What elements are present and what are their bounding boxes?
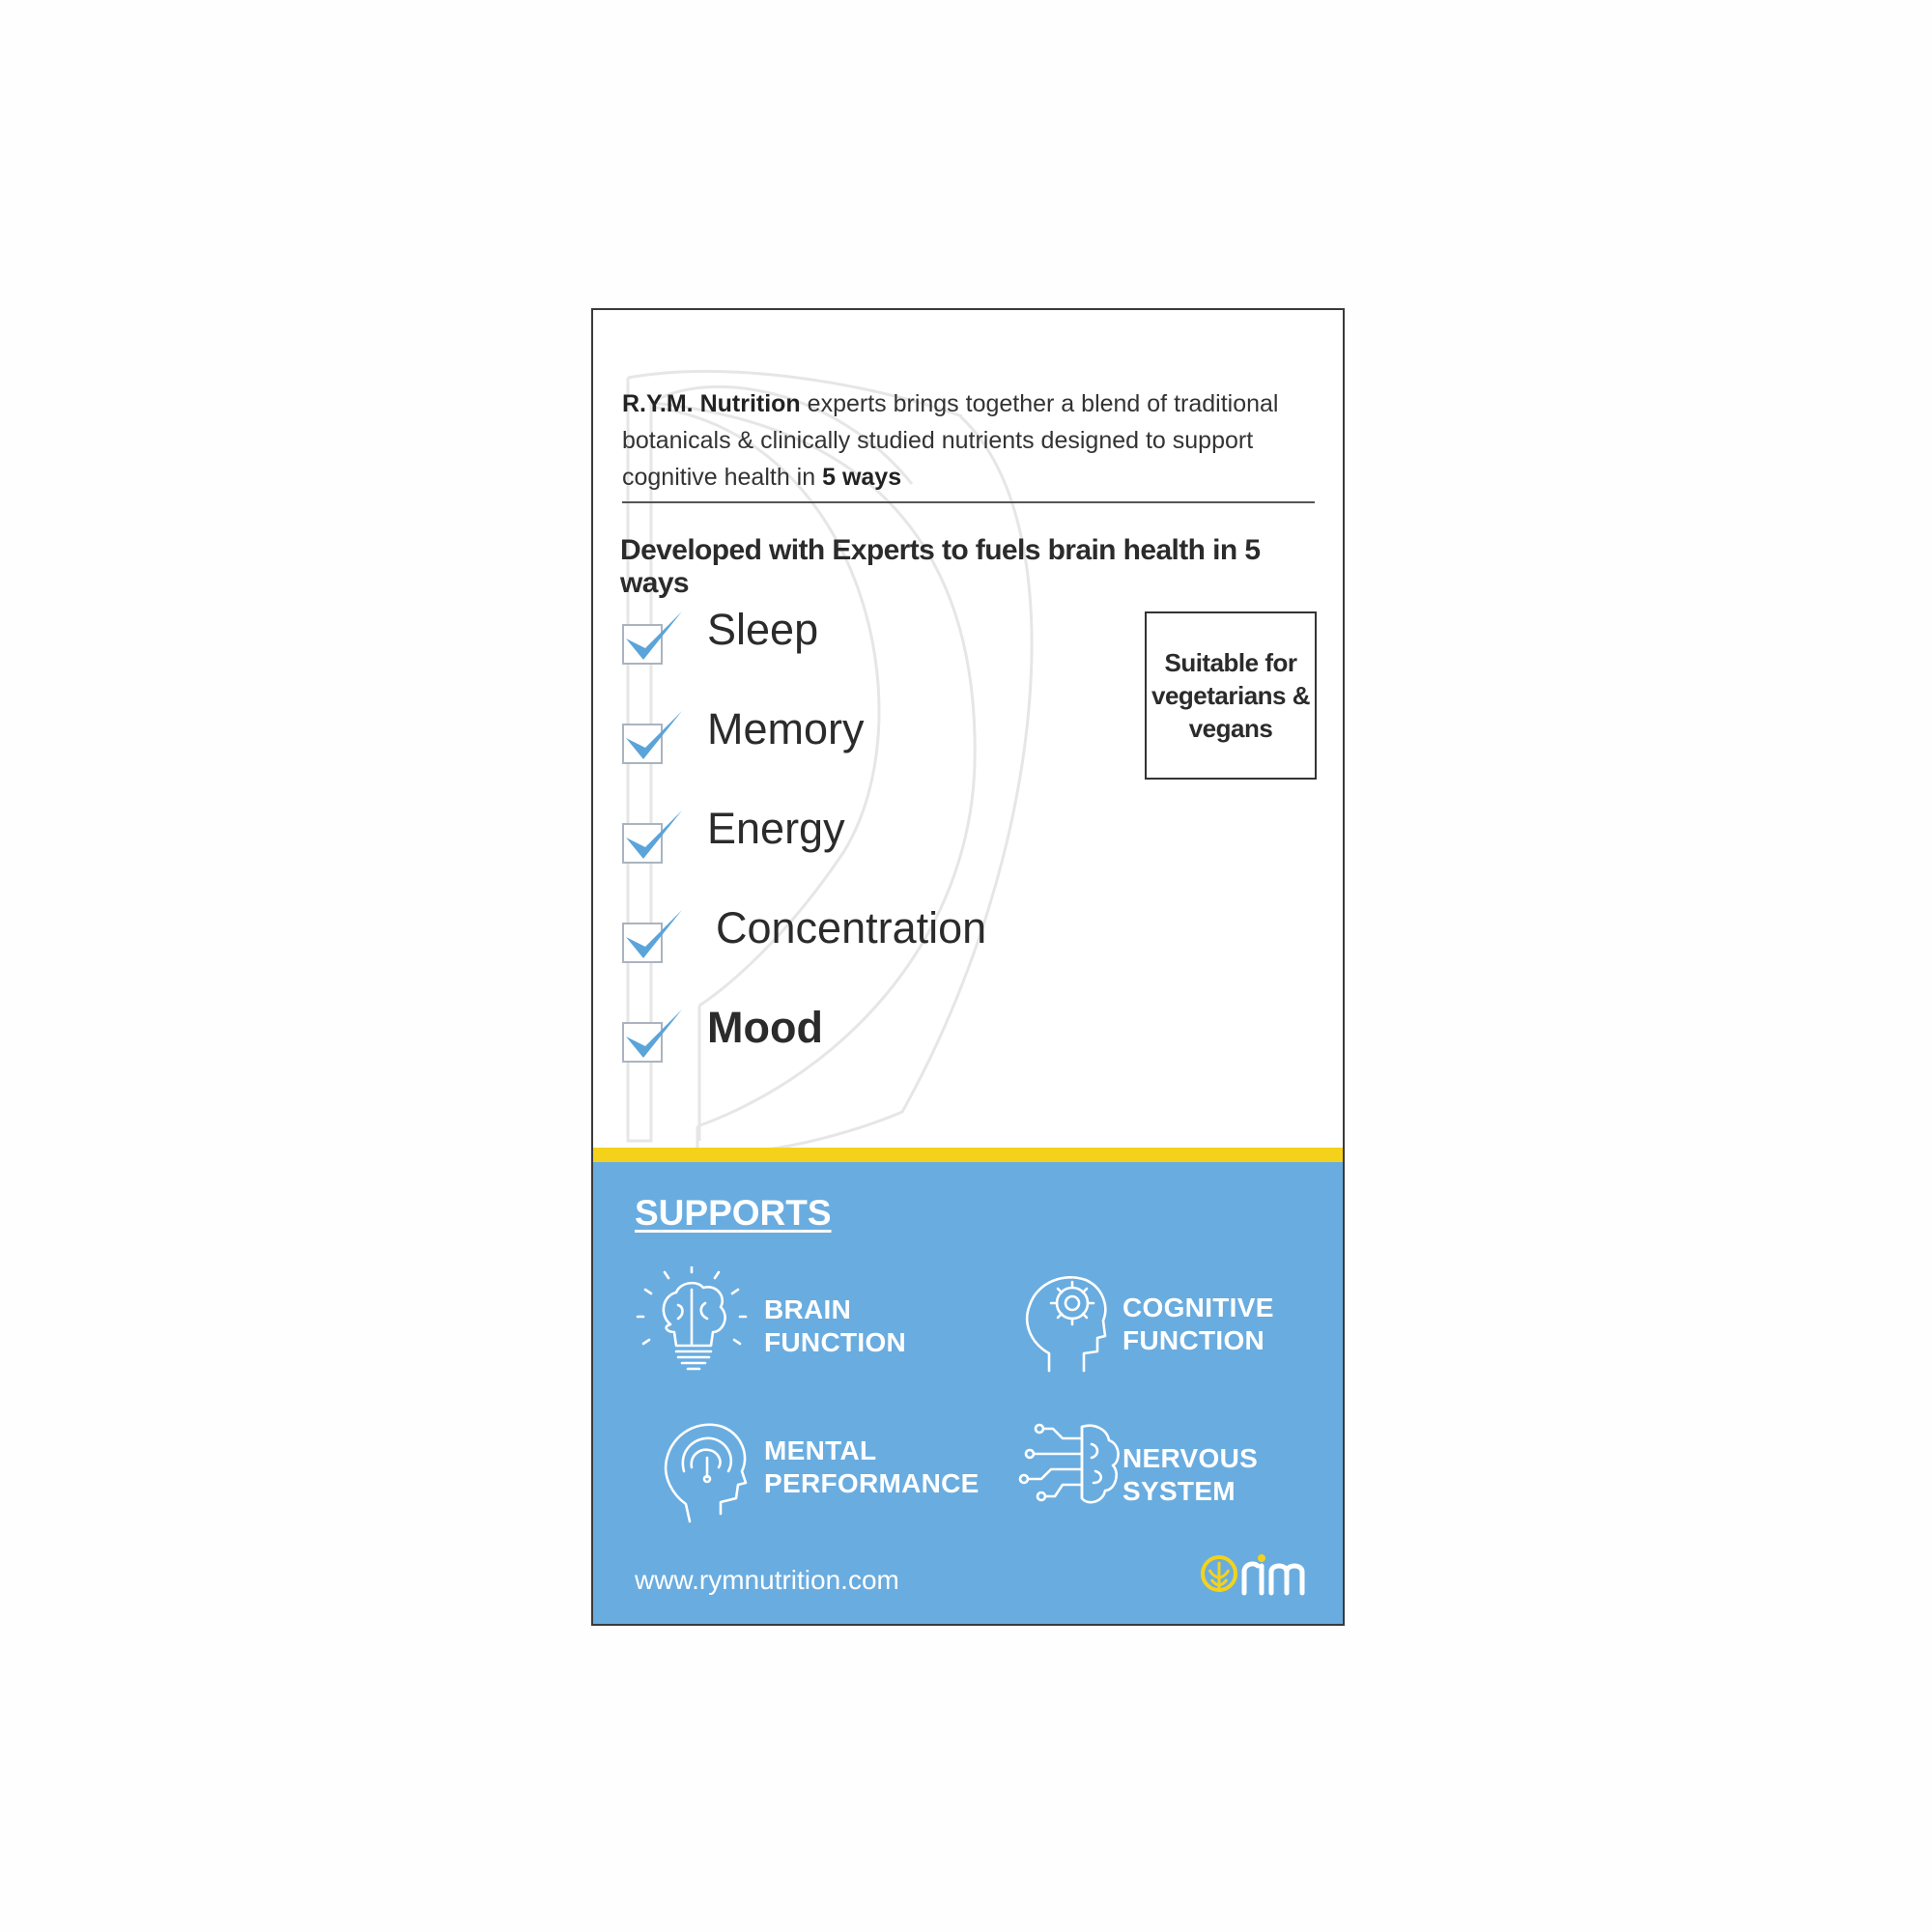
benefit-item-concentration bbox=[622, 898, 1057, 998]
vegan-badge: Suitable for vegetarians & vegans bbox=[1145, 611, 1317, 780]
intro-text: experts brings together a blend of traditional botanicals & clinically studied nutrients designed to support cognitive health in bbox=[622, 390, 1279, 491]
support-label-nervous-system: NERVOUS SYSTEM bbox=[1122, 1443, 1259, 1506]
headline: Developed with Experts to fuels brain health in 5 ways bbox=[620, 534, 1261, 599]
brand-name: R.Y.M. Nutrition bbox=[622, 390, 801, 417]
benefit-item-mood bbox=[622, 998, 1057, 1097]
benefit-label: Energy bbox=[707, 804, 845, 853]
product-info-card bbox=[591, 308, 1345, 1626]
lightbulb-brain-icon bbox=[630, 1266, 752, 1380]
support-label-cognitive-function: COGNITIVE FUNCTION bbox=[1122, 1293, 1274, 1355]
checkbox-checked-icon bbox=[622, 809, 684, 867]
benefit-list bbox=[622, 600, 1057, 1097]
head-gauge-icon bbox=[657, 1415, 750, 1523]
head-gear-icon bbox=[1018, 1266, 1111, 1373]
benefit-item-memory bbox=[622, 699, 1057, 799]
benefit-label: Concentration bbox=[716, 903, 987, 952]
checkbox-checked-icon bbox=[622, 709, 684, 767]
checkbox-checked-icon bbox=[622, 908, 684, 966]
benefit-label: Mood bbox=[707, 1003, 823, 1052]
accent-stripe bbox=[593, 1148, 1345, 1162]
rym-nutrition-logo bbox=[1200, 1548, 1321, 1599]
benefit-item-sleep bbox=[622, 600, 1057, 699]
intro-paragraph bbox=[622, 385, 1318, 496]
benefit-label: Memory bbox=[707, 704, 865, 753]
intro-emphasis: 5 ways bbox=[822, 464, 902, 491]
website-url[interactable]: www.rymnutrition.com bbox=[635, 1565, 899, 1595]
supports-panel bbox=[593, 1162, 1345, 1626]
checkbox-checked-icon bbox=[622, 1008, 684, 1065]
supports-title: SUPPORTS bbox=[635, 1193, 832, 1233]
benefit-item-energy bbox=[622, 799, 1057, 898]
circuit-brain-icon bbox=[1014, 1423, 1122, 1506]
checkbox-checked-icon bbox=[622, 610, 684, 668]
support-label-brain-function: BRAIN FUNCTION bbox=[764, 1294, 907, 1357]
support-label-mental-performance: MENTAL PERFORMANCE bbox=[764, 1435, 980, 1498]
benefit-label: Sleep bbox=[707, 605, 819, 654]
divider bbox=[622, 501, 1315, 503]
